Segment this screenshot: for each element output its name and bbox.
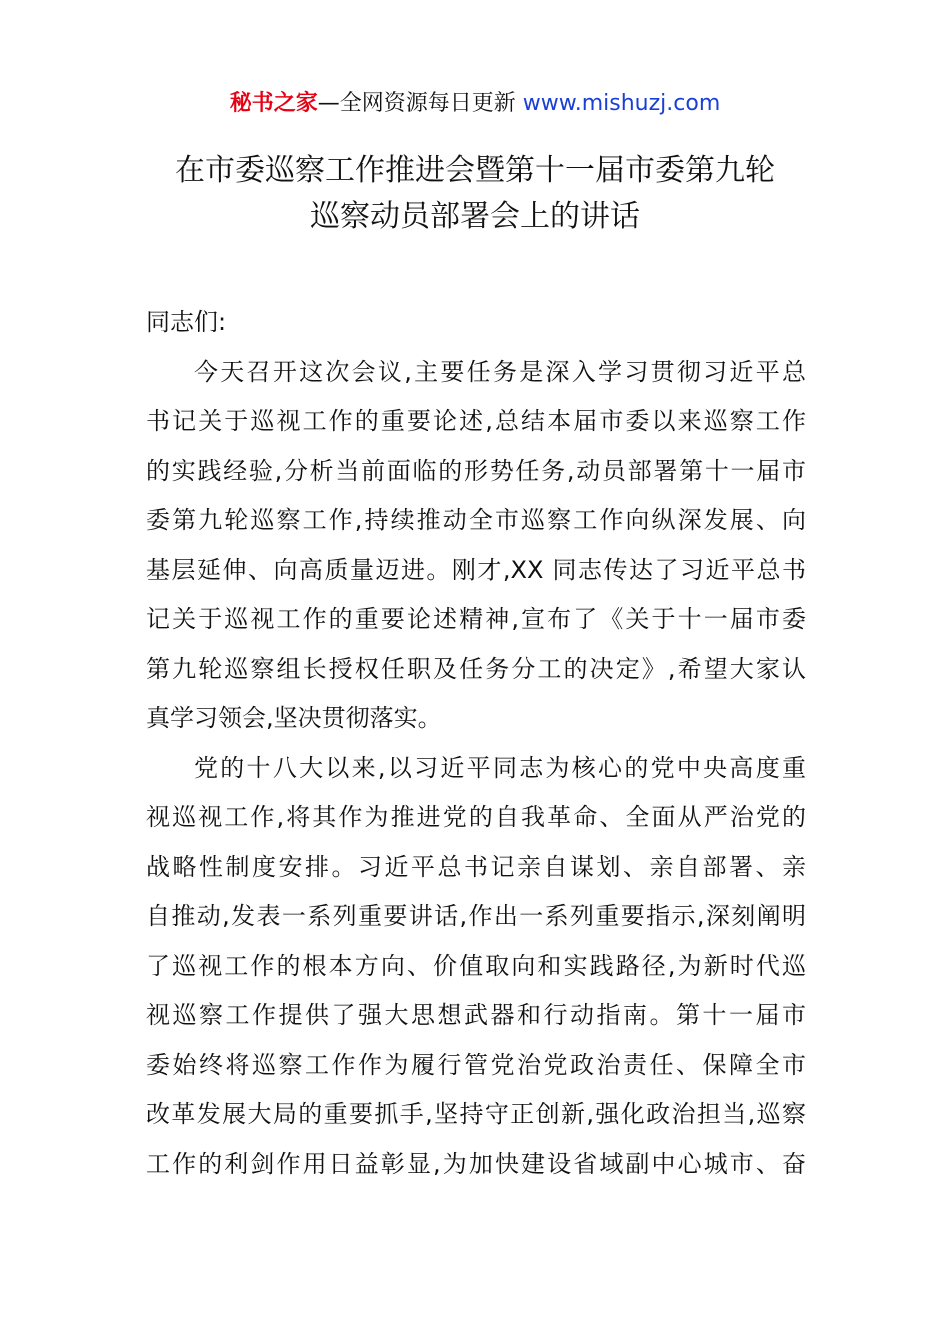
document-title [0,148,950,240]
paragraph [146,348,806,744]
site-url-link[interactable]: www.mishuzj.com [522,91,721,116]
header-tagline: —全网资源每日更新 [317,91,516,116]
text-line: 的实践经验,分析当前面临的形势任务,动员部署第十一届市 [146,456,806,485]
text-line: 记关于巡视工作的重要论述精神,宣布了《关于十一届市委 [146,605,806,633]
text-line: 书记关于巡视工作的重要论述,总结本届市委以来巡察工作 [146,407,806,435]
document-body [146,298,806,1189]
text-line: 第九轮巡察组长授权任职及任务分工的决定》,希望大家认 [146,654,806,683]
title-line: 巡察动员部署会上的讲话 [310,199,640,234]
text-line: 工作的利剑作用日益彰显,为加快建设省域副中心城市、奋 [146,1149,806,1178]
text-line: 真学习领会,坚决贯彻落实。 [146,704,442,732]
brand-name: 秘书之家 [229,91,318,116]
text-line: 了巡视工作的根本方向、价值取向和实践路径,为新时代巡 [146,951,806,980]
text-line: 基层延伸、向高质量迈进。刚才,XX 同志传达了习近平总书 [146,555,806,584]
title-line: 在市委巡察工作推进会暨第十一届市委第九轮 [175,153,775,188]
text-line: 今天召开这次会议,主要任务是深入学习贯彻习近平总 [194,357,806,386]
text-line: 自推动,发表一系列重要讲话,作出一系列重要指示,深刻阐明 [146,902,806,930]
text-line: 视巡视工作,将其作为推进党的自我革命、全面从严治党的 [146,803,806,831]
salutation: 同志们: [146,308,227,336]
paragraph [146,744,806,1190]
text-line: 党的十八大以来,以习近平同志为核心的党中央高度重 [194,753,806,782]
text-line: 视巡察工作提供了强大思想武器和行动指南。第十一届市 [146,1001,806,1029]
site-header [0,88,950,120]
text-line: 战略性制度安排。习近平总书记亲自谋划、亲自部署、亲 [146,852,806,881]
text-line: 改革发展大局的重要抓手,坚持守正创新,强化政治担当,巡察 [146,1100,806,1128]
text-line: 委第九轮巡察工作,持续推动全市巡察工作向纵深发展、向 [146,506,806,534]
text-line: 委始终将巡察工作作为履行管党治党政治责任、保障全市 [146,1050,806,1079]
